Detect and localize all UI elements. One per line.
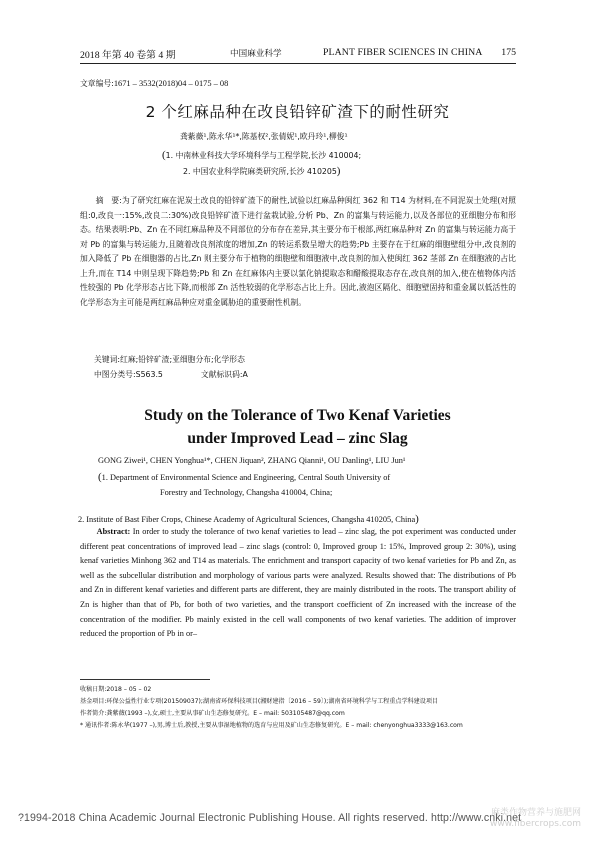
journal-name-cn: 中国麻业科学 bbox=[230, 49, 282, 59]
abstract-cn-text: 为了研究红麻在泥炭土改良的铅锌矿渣下的耐性,试验以红麻品种闽红 362 和 T14 为材料,在不同泥炭土处理(对照组:0,改良一:15%,改良二:30%)改良铅锌矿渣下进行盆栽试验,分析 Pb、Zn 的富集与转运能力,以及各部位的亚细胞分布和形态。结果表明:Pb、Zn 在不同红麻品种及不同部位的分布存在差异,其主要分布于根部,两红麻品种对 Zn 的富集与转运能力高于对 Pb 的富集与转运能力,且随着改良剂浓度的增加,Zn 的转运系数呈增大的趋势;Pb 主要存在于红麻的细胞壁组分中,改良剂的加入降低了 Pb 在细胞器的占比,Zn 则主要分布于植物的细胞壁和细胞液中,改良剂的加入使闽红 362 茎部 Zn 在细胞液的占比上升,而在 T14 中则呈现下降趋势;Pb 和 Zn 在红麻体内主要以氯化钠提取态和醋酸提取态存在,改良剂的加入,使在植物体内活性较强的 Pb 化学形态占比下降,而根部 Zn 活性较弱的化学形态占比上升。因此,液泡区隔化、细胞壁固持和重金属以低活性的化学形态为主可能是两红麻品种应对重金属胁迫的重要耐性机制。 bbox=[80, 196, 516, 307]
affiliation-en-1-line-2: Forestry and Technology, Changsha 410004, China; bbox=[160, 487, 333, 497]
keywords-cn-label: 关键词: bbox=[94, 355, 121, 364]
header-rule bbox=[80, 63, 516, 64]
affiliation-cn-1: (1. 中南林业科技大学环境科学与工程学院,长沙 410004; bbox=[162, 149, 362, 161]
title-en-line-1: Study on the Tolerance of Two Kenaf Varieties bbox=[144, 407, 451, 424]
title-english bbox=[60, 404, 535, 450]
affiliation-cn-2: 2. 中国农业科学院麻类研究所,长沙 410205) bbox=[183, 164, 341, 177]
clc-value: S563.5 bbox=[135, 370, 163, 379]
copyright-line: ?1994-2018 China Academic Journal Electronic Publishing House. All rights reserved. http://www.cnki.net bbox=[18, 812, 522, 824]
abstract-chinese bbox=[80, 194, 516, 310]
article-number bbox=[80, 78, 228, 89]
running-header bbox=[80, 47, 516, 63]
affiliation-en-1-line-1: (1. Department of Environmental Science and Engineering, Central South University of bbox=[98, 471, 391, 483]
abstract-cn-label: 摘 要: bbox=[95, 196, 122, 205]
footnote-rule bbox=[80, 679, 210, 680]
footnotes bbox=[80, 684, 516, 732]
title-en-line-2: under Improved Lead – zinc Slag bbox=[187, 430, 408, 447]
authors-english: GONG Ziwei¹, CHEN Yonghua¹*, CHEN Jiquan², ZHANG Qianni¹, OU Danling¹, LIU Jun¹ bbox=[98, 456, 406, 465]
clc-label: 中图分类号: bbox=[94, 370, 136, 379]
journal-name-en: PLANT FIBER SCIENCES IN CHINA bbox=[323, 47, 483, 58]
watermark bbox=[490, 808, 581, 830]
corresponding-author: * 通讯作者:陈永华(1977 –),男,博士后,教授,主要从事湿地植物的选育与应用及矿山生态修复研究。E – mail: chenyonghua3333@163.com bbox=[80, 722, 463, 729]
abstract-en-label: Abstract: bbox=[96, 527, 131, 536]
abstract-english bbox=[80, 525, 516, 642]
received-date: 收稿日期:2018 – 05 – 02 bbox=[80, 686, 152, 693]
doc-code-value: A bbox=[242, 370, 248, 379]
watermark-line-2: www.fibercrops.com bbox=[490, 819, 581, 829]
page-number: 175 bbox=[501, 47, 516, 58]
keywords-chinese bbox=[94, 353, 245, 368]
keywords-cn-value: 红麻;铅锌矿渣;亚细胞分布;化学形态 bbox=[120, 355, 245, 364]
author-bio: 作者简介:龚紫薇(1993 –),女,硕士,主要从事矿山生态修复研究。E – mail: 503105487@qq.com bbox=[80, 710, 345, 717]
affiliation-en-2: 2. Institute of Bast Fiber Crops, Chinese Academy of Agricultural Sciences, Changsha 410205, China) bbox=[78, 513, 419, 525]
classification-chinese bbox=[94, 368, 248, 383]
funding-note: 基金项目:环保公益性行业专项(201509037);湖南省环保科技项目(湘财建指〔2016 – 59〕);湖南省环境科学与工程重点学科建设项目 bbox=[80, 698, 439, 705]
article-number-label: 文章编号: bbox=[80, 79, 114, 88]
authors-chinese: 龚紫薇¹,陈永华¹*,陈基权²,张倩妮¹,欧丹玲¹,柳俊¹ bbox=[180, 132, 348, 141]
article-number-value: 1671 – 3532(2018)04 – 0175 – 08 bbox=[113, 79, 229, 88]
abstract-en-text: In order to study the tolerance of two kenaf varieties to lead – zinc slag, the pot experiment was conducted under different peat concentrations of improved lead – zinc slags (control: 0, Improved group 1: 15%, Improved group 2: 30%), using kenaf varieties Minhong 362 and T14 as materials. The enrichment and transport capacity of two kenaf varieties for Pb and Zn, as well as the subcellular distribution and morphology of various parts were analyzed. Results showed that: The distributions of Pb and Zn in different kenaf varieties and different parts are different, they are mainly distributed in the roots. The transport ability of Zn is higher than that of Pb, for both of two varieties, and the transport coefficient of Zn increased with the increase of the concentration of the modifier. Pb mainly existed in the cell wall components of two kenaf varieties. The addition of improver reduced the proportion of Pb in or– bbox=[80, 527, 517, 639]
doc-code-label: 文献标识码: bbox=[200, 370, 243, 379]
title-chinese: 2 个红麻品种在改良铅锌矿渣下的耐性研究 bbox=[145, 103, 450, 121]
issue-info: 2018 年第 40 卷第 4 期 bbox=[80, 50, 176, 61]
affiliations-english bbox=[78, 470, 518, 528]
affiliations-chinese bbox=[162, 148, 361, 179]
watermark-line-1: 麻类作物营养与施肥网 bbox=[490, 808, 581, 818]
